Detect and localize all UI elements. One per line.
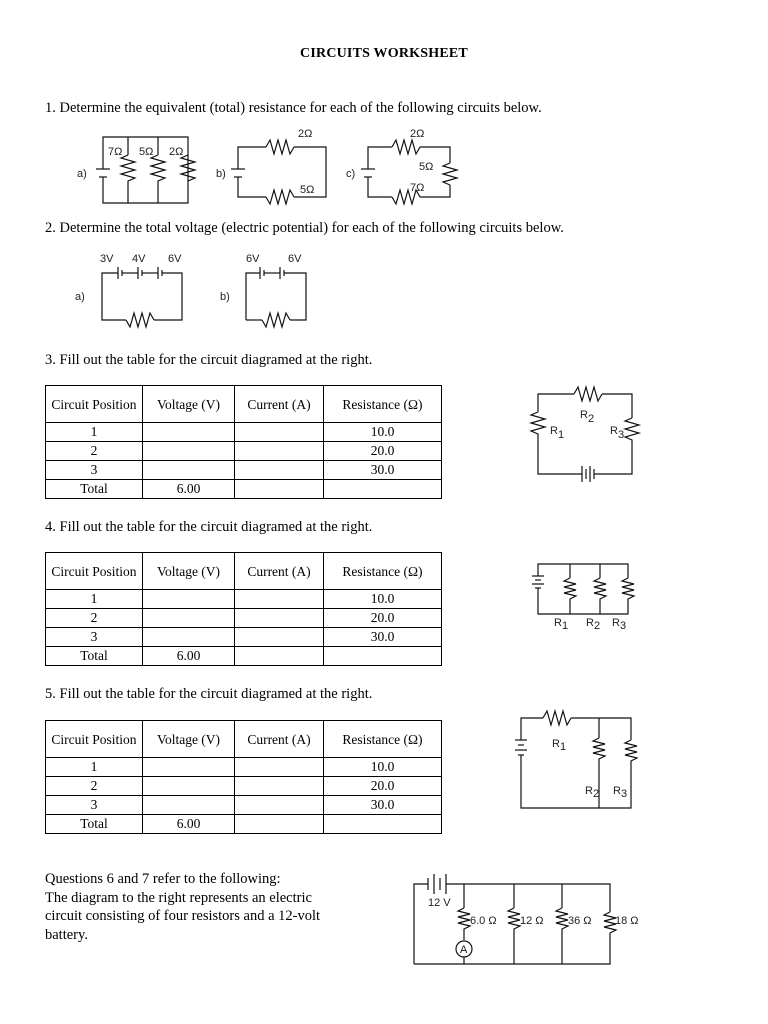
intro-line-4: battery. (45, 926, 88, 943)
table-row (46, 815, 442, 834)
battery-label: 12 V (428, 897, 451, 909)
worksheet-title: CIRCUITS WORKSHEET (300, 46, 468, 61)
label-r2: R (580, 409, 588, 421)
label-r3: R (612, 617, 620, 629)
intro-line-1: Questions 6 and 7 refer to the following: (45, 871, 281, 887)
q3-circuit-diagram (520, 378, 650, 493)
cell-position: 1 (46, 423, 143, 442)
cell-voltage (143, 442, 235, 461)
cell-voltage (143, 777, 235, 796)
q3-table (45, 385, 442, 499)
resistor-12-ohm: 12 Ω (520, 915, 544, 927)
q1c-resistor-1: 2Ω (410, 128, 425, 140)
q1c-resistor-3: 7Ω (410, 182, 425, 194)
label-r2: R (585, 785, 593, 797)
cell-voltage: 6.00 (143, 815, 235, 834)
header-voltage: Voltage (V) (143, 721, 235, 758)
question-5-text: 5. Fill out the table for the circuit diagramed at the right. (45, 686, 373, 702)
label-r3-sub: 3 (620, 620, 627, 632)
cell-resistance (324, 815, 442, 834)
label-r3-sub: 3 (621, 788, 628, 800)
questions-6-7-intro (45, 870, 365, 944)
cell-resistance: 20.0 (324, 609, 442, 628)
label-r1: R (554, 617, 562, 629)
cell-current (235, 628, 324, 647)
cell-current (235, 590, 324, 609)
table-row (46, 758, 442, 777)
cell-current (235, 777, 324, 796)
header-resistance: Resistance (Ω) (324, 386, 442, 423)
resistor-18-ohm: 18 Ω (615, 915, 639, 927)
cell-resistance: 10.0 (324, 590, 442, 609)
table-row (46, 423, 442, 442)
q2-circuits-diagram (70, 248, 330, 338)
table-row (46, 442, 442, 461)
q2a-cell-3: 6V (168, 253, 182, 265)
q5-circuit-diagram (515, 706, 645, 816)
header-voltage: Voltage (V) (143, 386, 235, 423)
cell-resistance: 10.0 (324, 423, 442, 442)
resistor-6-ohm: 6.0 Ω (470, 915, 497, 927)
intro-line-3: circuit consisting of four resistors and a 12-volt (45, 908, 321, 924)
header-circuit-position: Circuit Position (46, 721, 143, 758)
label-r2-sub: 2 (593, 788, 600, 800)
q2b-cell-2: 6V (288, 253, 302, 265)
cell-resistance: 20.0 (324, 442, 442, 461)
cell-current (235, 442, 324, 461)
q6-7-circuit-diagram (410, 872, 650, 972)
table-row (46, 461, 442, 480)
q1a-resistor-2: 5Ω (139, 146, 154, 158)
cell-position: 1 (46, 590, 143, 609)
intro-line-2: The diagram to the right represents an electric (45, 889, 312, 906)
cell-position: Total (46, 647, 143, 666)
table-row (46, 480, 442, 499)
label-r3: R (613, 785, 621, 797)
q4-circuit-diagram (520, 556, 640, 646)
cell-voltage (143, 628, 235, 647)
header-voltage: Voltage (V) (143, 553, 235, 590)
table-row (46, 647, 442, 666)
cell-position: 1 (46, 758, 143, 777)
cell-voltage (143, 609, 235, 628)
q1a-resistor-3: 2Ω (169, 146, 184, 158)
table-row (46, 609, 442, 628)
cell-resistance (324, 480, 442, 499)
cell-current (235, 796, 324, 815)
q1a-resistor-1: 7Ω (108, 146, 123, 158)
q1-circuits-diagram (70, 125, 470, 217)
q2a-cell-2: 4V (132, 253, 146, 265)
q1c-label: c) (346, 168, 356, 180)
cell-resistance: 10.0 (324, 758, 442, 777)
cell-voltage (143, 590, 235, 609)
label-r1-sub: 1 (560, 741, 567, 753)
q2a-label: a) (75, 291, 85, 303)
cell-current (235, 609, 324, 628)
table-row (46, 777, 442, 796)
q2b-label: b) (220, 291, 230, 303)
label-r2-sub: 2 (588, 413, 595, 425)
q1b-resistor-1: 2Ω (298, 128, 313, 140)
header-current: Current (A) (235, 553, 324, 590)
header-circuit-position: Circuit Position (46, 553, 143, 590)
cell-current (235, 647, 324, 666)
ammeter-label: A (460, 944, 468, 956)
question-2-text: 2. Determine the total voltage (electric potential) for each of the following circuits below. (45, 220, 564, 236)
table-row (46, 628, 442, 647)
q1b-resistor-2: 5Ω (300, 184, 315, 196)
q2a-cell-1: 3V (100, 253, 114, 265)
cell-voltage (143, 796, 235, 815)
cell-voltage (143, 423, 235, 442)
cell-voltage: 6.00 (143, 647, 235, 666)
label-r3-sub: 3 (618, 429, 625, 441)
q1b-label: b) (216, 168, 226, 180)
cell-current (235, 480, 324, 499)
label-r1: R (550, 425, 558, 437)
header-resistance: Resistance (Ω) (324, 553, 442, 590)
label-r1: R (552, 738, 560, 750)
cell-current (235, 758, 324, 777)
question-4-text: 4. Fill out the table for the circuit diagramed at the right. (45, 519, 373, 535)
cell-position: 3 (46, 628, 143, 647)
q4-table (45, 552, 442, 666)
label-r3: R (610, 425, 618, 437)
cell-position: Total (46, 815, 143, 834)
cell-resistance: 20.0 (324, 777, 442, 796)
label-r2: R (586, 617, 594, 629)
question-3-text: 3. Fill out the table for the circuit diagramed at the right. (45, 352, 373, 368)
q5-table (45, 720, 442, 834)
label-r1-sub: 1 (562, 620, 569, 632)
cell-current (235, 461, 324, 480)
cell-position: Total (46, 480, 143, 499)
cell-position: 2 (46, 609, 143, 628)
cell-position: 3 (46, 461, 143, 480)
cell-voltage (143, 461, 235, 480)
cell-voltage: 6.00 (143, 480, 235, 499)
cell-resistance: 30.0 (324, 628, 442, 647)
cell-voltage (143, 758, 235, 777)
cell-position: 3 (46, 796, 143, 815)
resistor-36-ohm: 36 Ω (568, 915, 592, 927)
question-1-text: 1. Determine the equivalent (total) resistance for each of the following circuits below. (45, 100, 542, 116)
label-r2-sub: 2 (594, 620, 601, 632)
q2b-cell-1: 6V (246, 253, 260, 265)
cell-current (235, 423, 324, 442)
header-circuit-position: Circuit Position (46, 386, 143, 423)
label-r1-sub: 1 (558, 429, 565, 441)
q1c-resistor-2: 5Ω (419, 161, 434, 173)
cell-resistance: 30.0 (324, 461, 442, 480)
header-current: Current (A) (235, 386, 324, 423)
cell-current (235, 815, 324, 834)
cell-position: 2 (46, 777, 143, 796)
header-resistance: Resistance (Ω) (324, 721, 442, 758)
header-current: Current (A) (235, 721, 324, 758)
cell-position: 2 (46, 442, 143, 461)
q1a-label: a) (77, 168, 87, 180)
cell-resistance (324, 647, 442, 666)
cell-resistance: 30.0 (324, 796, 442, 815)
table-row (46, 590, 442, 609)
table-row (46, 796, 442, 815)
